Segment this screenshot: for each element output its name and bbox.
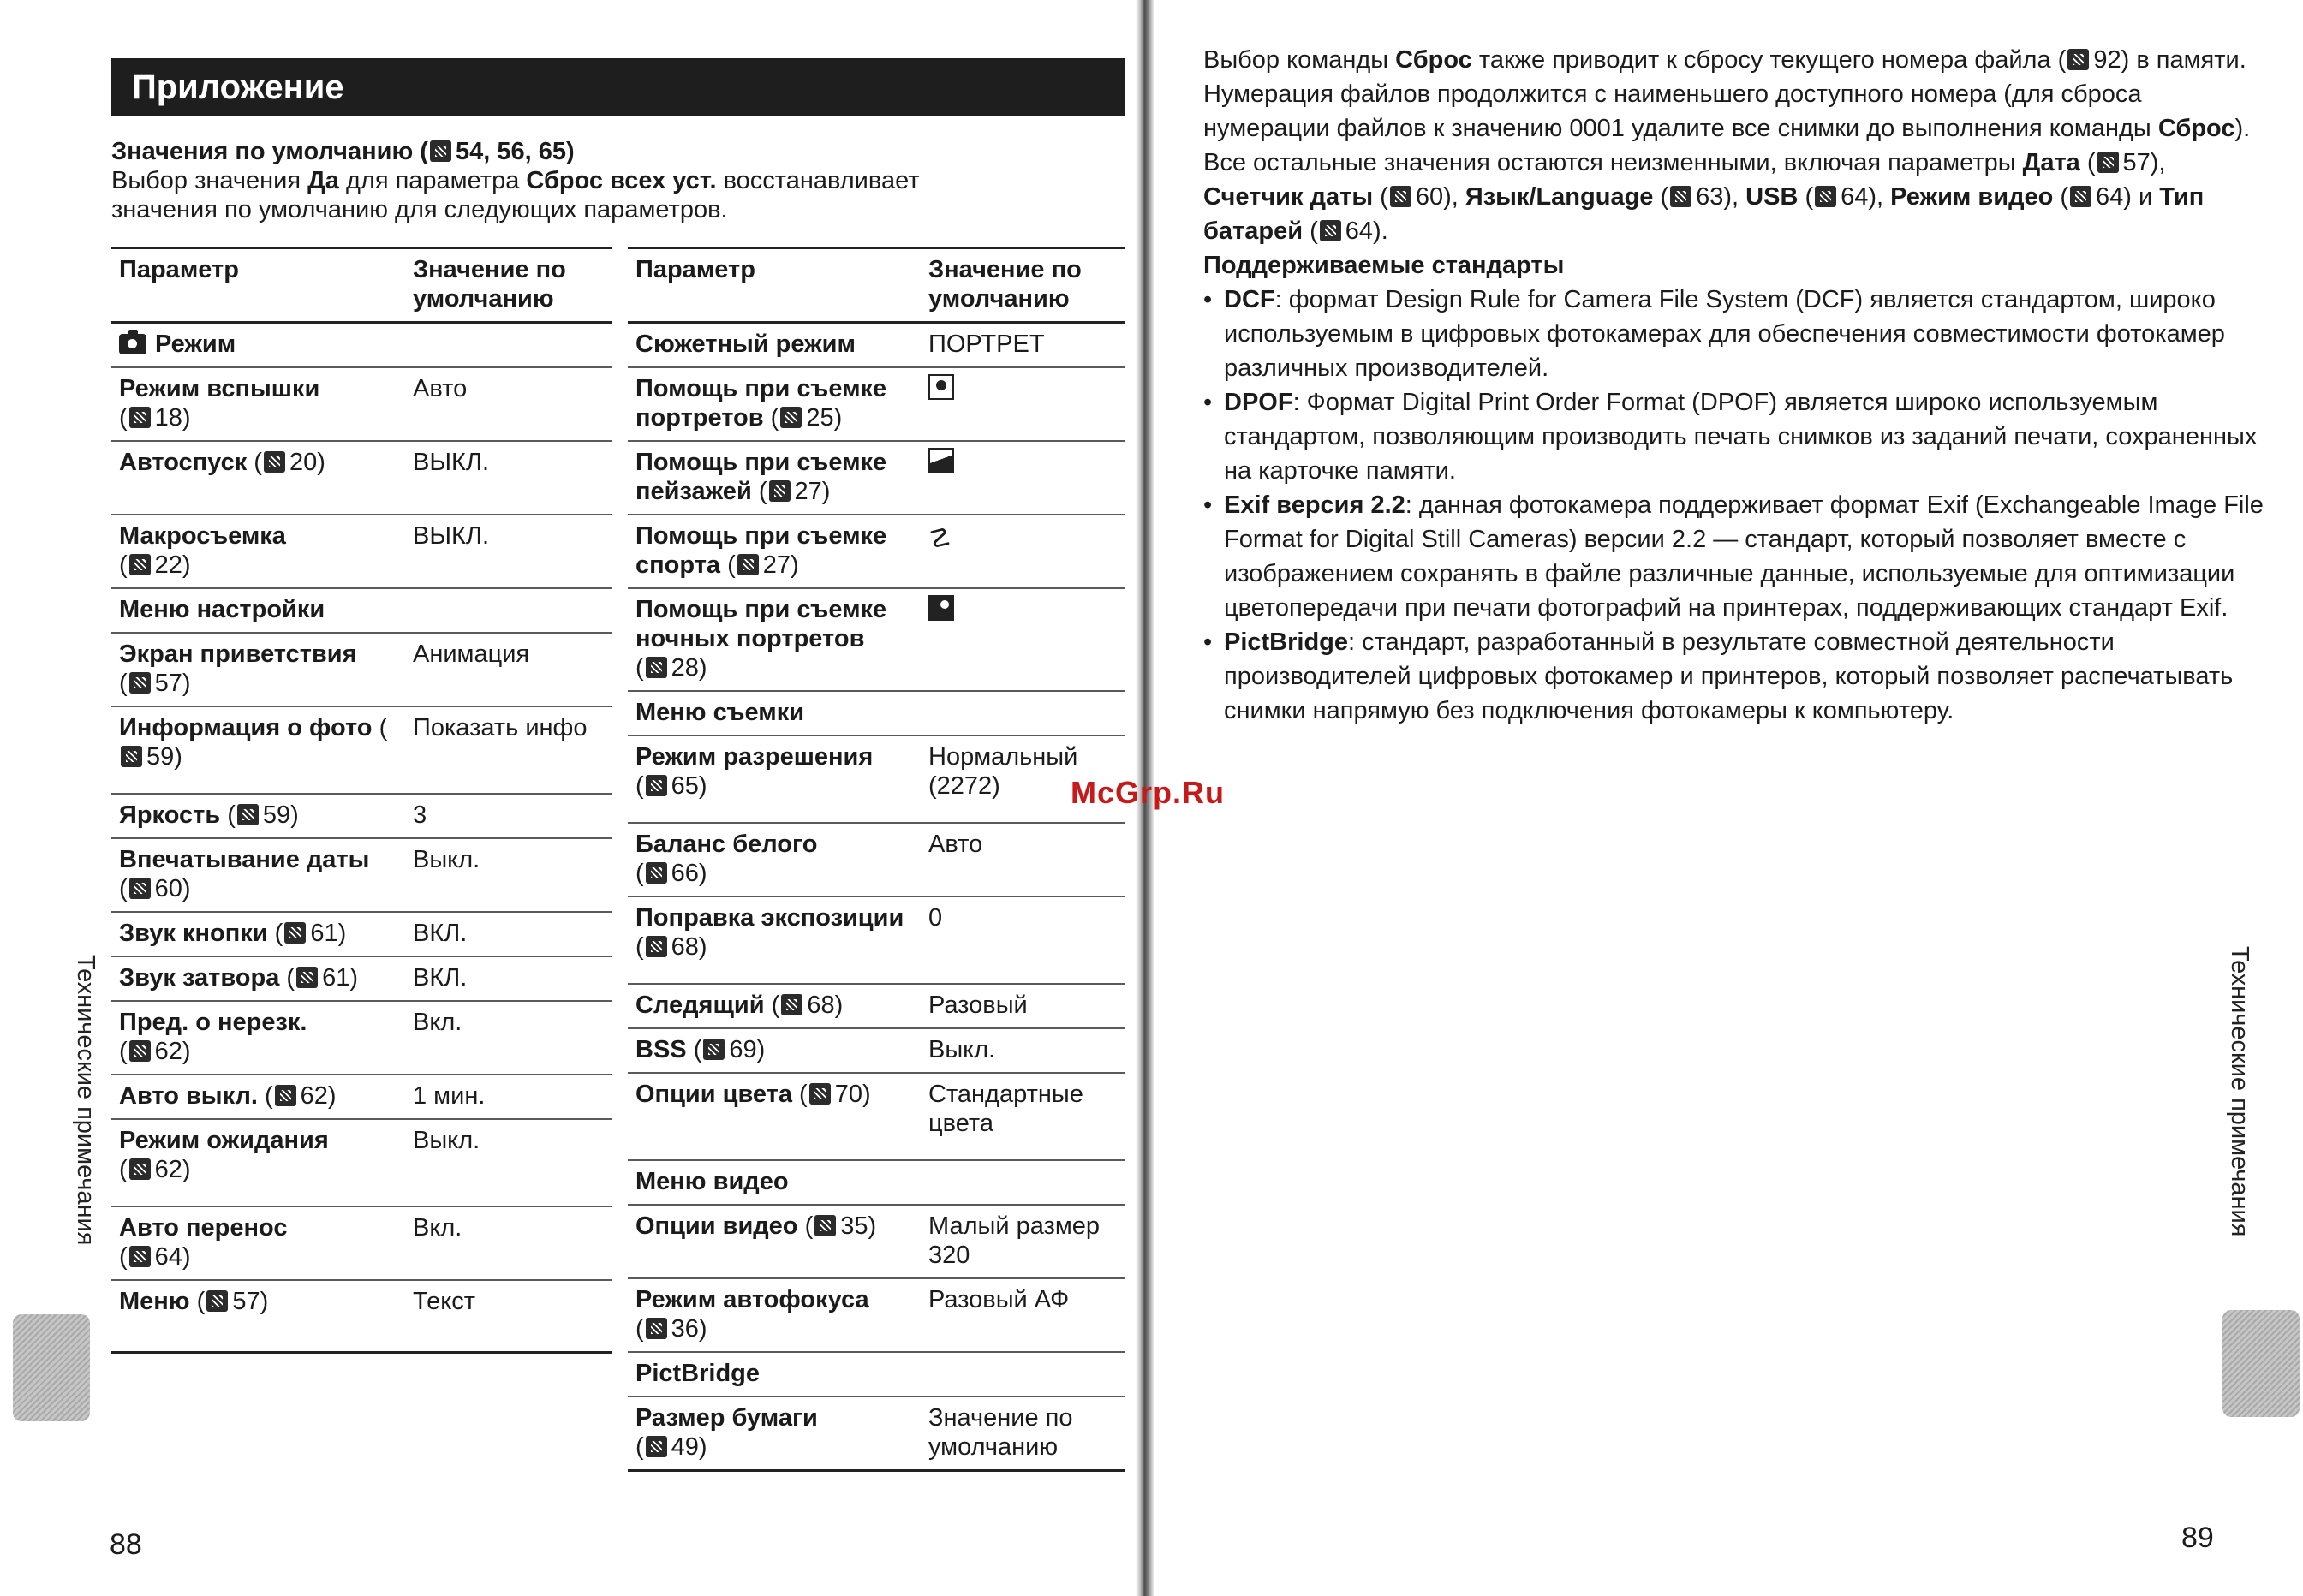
landscape-assist-icon <box>928 448 954 473</box>
page-ref-icon <box>646 775 667 796</box>
section-shooting-menu: Меню съемки <box>628 691 1125 735</box>
page-ref-icon <box>275 1085 296 1106</box>
table-row: Опции видео ( 35) Малый размер 320 <box>628 1205 1125 1278</box>
table-row: Следящий ( 68) Разовый <box>628 984 1125 1028</box>
table-row: Помощь при съемке ночных портретов ( 28) <box>628 588 1125 691</box>
page-ref-icon <box>737 554 759 575</box>
page-ref-icon <box>814 1215 836 1236</box>
page-title: Приложение <box>111 58 1125 116</box>
list-item: • DPOF: Формат Digital Print Order Format (DPOF) является широко используемым стандартом, позволяющим производить печать снимков из заданий печати, сохраненных на карточке памяти. <box>1203 385 2265 488</box>
page-ref-icon <box>1320 220 1341 241</box>
sport-assist-icon: ☡ <box>928 527 954 552</box>
page-ref-icon <box>780 407 802 428</box>
page-ref-icon <box>1390 186 1411 207</box>
page-ref-icon <box>129 1040 151 1062</box>
section-video-menu: Меню видео <box>628 1160 1125 1205</box>
page-ref-icon <box>129 554 151 575</box>
table-row: Пред. о нерезк. ( 62) Вкл. <box>111 1001 612 1075</box>
page-ref-icon <box>129 878 151 899</box>
table-row: Макросъемка ( 22) ВЫКЛ. <box>111 515 612 588</box>
page-ref-icon <box>781 994 802 1015</box>
page-ref-icon <box>129 1158 151 1180</box>
table-header: Параметр Значение по умолчанию <box>628 248 1125 323</box>
page-ref-icon <box>430 140 451 162</box>
table-row: Автоспуск ( 20) ВЫКЛ. <box>111 441 612 515</box>
page-ref-icon <box>646 1436 667 1457</box>
page-88 <box>0 0 1143 1596</box>
intro-text: Выбор значения Да для параметра Сброс всех уст. восстанавливает значения по умолчанию для следующих параметров. <box>111 167 920 223</box>
page-ref-icon <box>129 407 151 428</box>
section-shooting-mode: Режим <box>111 323 612 368</box>
table-row: Помощь при съемке спорта ( 27) ☡ <box>628 515 1125 588</box>
page-number: 88 <box>110 1528 142 1561</box>
page-ref-icon <box>2070 186 2091 207</box>
table-row: Поправка экспозиции ( 68) 0 <box>628 896 1125 984</box>
page-ref-icon <box>646 862 667 884</box>
table-row: Опции цвета ( 70) Стандартные цвета <box>628 1073 1125 1160</box>
table-row: Звук кнопки ( 61) ВКЛ. <box>111 912 612 956</box>
portrait-assist-icon <box>928 374 954 400</box>
thumb-tab <box>2222 1310 2300 1417</box>
watermark: McGrp.Ru <box>1071 775 1226 810</box>
list-item: • DCF: формат Design Rule for Camera File System (DCF) является стандартом, широко используемым в цифровых фотокамерах для обеспечения совместимости фотокамер различных производителей. <box>1203 283 2265 385</box>
page-ref-icon <box>284 922 306 944</box>
page-ref-icon <box>646 657 667 678</box>
table-row: Авто перенос ( 64) Вкл. <box>111 1206 612 1280</box>
table-row: Экран приветствия ( 57) Анимация <box>111 633 612 706</box>
page-ref-icon <box>809 1083 831 1105</box>
table-row: Сюжетный режим ПОРТРЕТ <box>628 323 1125 368</box>
table-header: Параметр Значение по умолчанию <box>111 248 612 323</box>
page-ref-icon <box>1670 186 1691 207</box>
page-ref-icon <box>237 804 259 825</box>
page-ref-icon <box>769 480 791 502</box>
table-row: Размер бумаги ( 49) Значение по умолчанию <box>628 1396 1125 1471</box>
page-ref-icon <box>121 746 142 767</box>
page-ref-icon <box>2067 49 2089 70</box>
list-item: • Exif версия 2.2: данная фотокамера поддерживает формат Exif (Exchangeable Image File Format for Digital Still Cameras) версии 2.2 — стандарт, который позволяет вместе с изображением сохранять в файле различные данные, используемые для оптимизации цветопередачи при печати фотографий на принтерах, поддерживающих стандарт Exif. <box>1203 488 2265 625</box>
section-setup-menu: Меню настройки <box>111 588 612 633</box>
section-pictbridge: PictBridge <box>628 1352 1125 1396</box>
page-ref-icon <box>206 1290 228 1312</box>
intro <box>111 137 1122 224</box>
standards-list <box>1203 283 2265 728</box>
page-ref-icon <box>646 1318 667 1339</box>
page-ref-icon <box>129 672 151 694</box>
table-row: Информация о фото (59) Показать инфо <box>111 706 612 794</box>
page-ref-icon <box>1815 186 1836 207</box>
table-row: Режим разрешения ( 65) Нормальный (2272) <box>628 735 1125 823</box>
page-89 <box>1152 0 2303 1596</box>
table-row: Режим автофокуса ( 36) Разовый АФ <box>628 1278 1125 1352</box>
body-text <box>1203 43 2265 728</box>
table-row: Яркость ( 59) 3 <box>111 794 612 838</box>
list-item: • PictBridge: стандарт, разработанный в результате совместной деятельности производителей цифровых фотокамер и принтеров, который позволяет распечатывать снимки напрямую без подключения фотокамеры к компьютеру. <box>1203 625 2265 728</box>
defaults-heading: Значения по умолчанию ( 54, 56, 65) <box>111 138 575 165</box>
page-number: 89 <box>2181 1522 2214 1554</box>
page-ref-icon <box>2097 152 2119 173</box>
defaults-table-2 <box>628 247 1125 1472</box>
table-row: BSS ( 69) Выкл. <box>628 1028 1125 1073</box>
page-ref-icon <box>703 1039 725 1060</box>
section-side-label: Технические примечания <box>72 955 99 1246</box>
page-ref-icon <box>296 967 318 988</box>
table-row: Режим вспышки ( 18) Авто <box>111 367 612 441</box>
table-row: Помощь при съемке пейзажей ( 27) <box>628 441 1125 515</box>
table-row: Авто выкл. ( 62) 1 мин. <box>111 1075 612 1119</box>
page-ref-icon <box>264 451 285 473</box>
table-row: Помощь при съемке портретов ( 25) <box>628 367 1125 441</box>
thumb-tab <box>13 1314 90 1421</box>
camera-icon <box>119 334 146 354</box>
section-side-label: Технические примечания <box>2226 946 2253 1237</box>
night-portrait-icon <box>928 595 954 621</box>
table-row: Баланс белого ( 66) Авто <box>628 823 1125 896</box>
page-ref-icon <box>129 1246 151 1267</box>
table-row: Впечатывание даты ( 60) Выкл. <box>111 838 612 912</box>
defaults-table-1 <box>111 247 612 1354</box>
table-row: Меню ( 57) Текст <box>111 1280 612 1352</box>
table-row: Звук затвора ( 61) ВКЛ. <box>111 956 612 1001</box>
standards-heading: Поддерживаемые стандарты <box>1203 252 1565 279</box>
table-row: Режим ожидания ( 62) Выкл. <box>111 1119 612 1206</box>
page-ref-icon <box>646 936 667 957</box>
reset-paragraph: Выбор команды Сброс также приводит к сбросу текущего номера файла ( 92) в памяти. Нумерация файлов продолжится с наименьшего доступного номера (для сброса нумерации файлов к значению 0001 удалите все снимки до выполнения команды Сброс). Все остальные значения остаются неизменными, включая параметры Дата ( 57), Счетчик даты ( 60), Язык/Language ( 63), USB ( 64), Режим видео ( 64) и Тип батарей ( 64). <box>1203 46 2251 245</box>
